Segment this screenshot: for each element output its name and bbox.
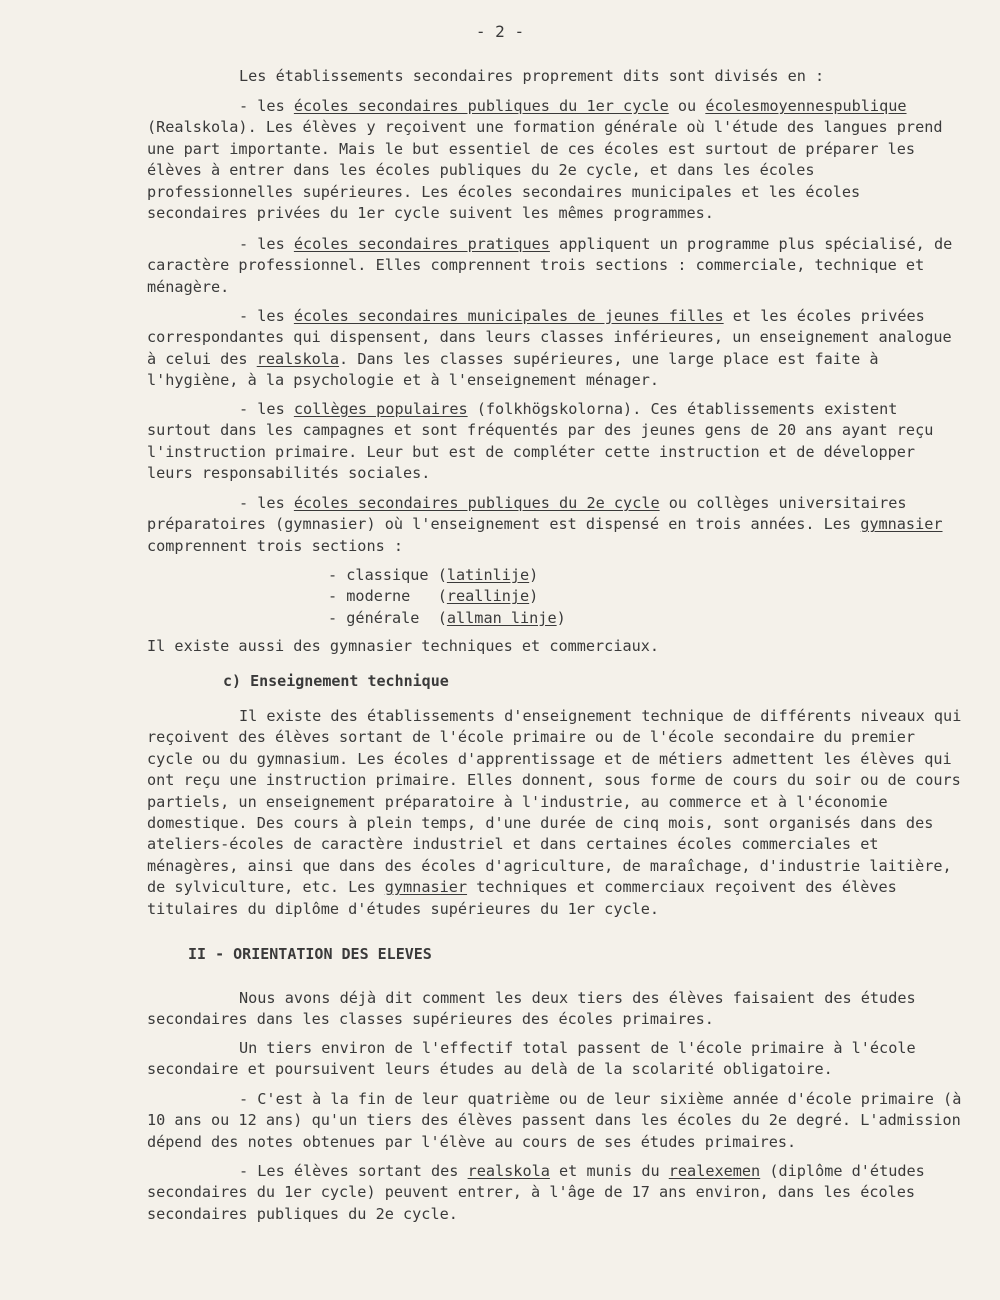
paragraph-jeunes-filles: - les écoles secondaires municipales de jeunes filles et les écoles privées correspondantes qui dispensent, dans leurs classes inférieures, un enseignement analogue à celui des realskola. Dans les classes supérieures, une large place est faite à l'hygiène, à la psychologie et à l'enseignement ménager.	[147, 307, 952, 390]
list-item: - générale (allman linje)	[328, 608, 566, 627]
paragraph-un-tiers: Un tiers environ de l'effectif total passent de l'école primaire à l'école secondaire et poursuivent leurs études au delà de la scolarité obligatoire.	[147, 1039, 916, 1079]
paragraph-pratiques: - les écoles secondaires pratiques appliquent un programme plus spécialisé, de caractère professionnel. Elles comprennent trois sections : commerciale, technique et ménagère.	[147, 235, 953, 296]
heading-orientation: II - ORIENTATION DES ELEVES	[188, 945, 432, 963]
term-gymnasier: gymnasier	[860, 515, 943, 534]
term-ecoles-secondaires-1er-cycle: écoles secondaires publiques du 1er cycle	[293, 97, 669, 115]
paragraph-deux-tiers: Nous avons déjà dit comment les deux tiers des élèves faisaient des études secondaires dans les classes supérieures des écoles primaires.	[147, 989, 916, 1029]
paragraph-realskola: - les écoles secondaires publiques du 1er cycle ou écolesmoyennespublique (Realskola). Les élèves y reçoivent une formation générale où l'étude des langues prend une part importante. Mais le but essentiel de ces écoles est surtout de préparer les élèves à entrer dans les écoles publiques du 2e cycle, et dans les écoles professionnelles supérieures. Les écoles secondaires municipales et les écoles secondaires privées du 1er cycle suivent les mêmes programmes.	[147, 97, 943, 223]
term-realexemen: realexemen	[668, 1162, 761, 1180]
term-ecoles-pratiques: écoles secondaires pratiques	[293, 235, 550, 253]
paragraph-enseignement-technique: Il existe des établissements d'enseignement technique de différents niveaux qui reçoivent des élèves sortant de l'école primaire ou de l'école secondaire du premier cycle ou du gymnasium. Les écoles d'apprentissage et de métiers admettent les élèves qui ont reçu une instruction primaire. Elles donnent, sous forme de cours du soir ou de cours partiels, un enseignement préparatoire à l'industrie, au commerce et à l'économie domestique. Des cours à plein temps, d'une durée de cinq mois, sont organisés dans des ateliers-écoles de caractère industriel et dans certaines écoles commerciales et ménagères, ainsi que dans des écoles d'agriculture, de maraîchage, d'industrie laitière, de sylviculture, etc. Les gymnasier techniques et commerciaux reçoivent des élèves titulaires du diplôme d'études supérieures du 1er cycle.	[147, 707, 962, 918]
paragraph-admission: - C'est à la fin de leur quatrième ou de leur sixième année d'école primaire (à 10 ans ou 12 ans) qu'un tiers des élèves passent dans les écoles du 2e degré. L'admission dépend des notes obtenues par l'élève au cours de ses études primaires.	[147, 1090, 962, 1151]
list-item: - moderne (reallinje)	[328, 587, 539, 606]
heading-enseignement-technique: c) Enseignement technique	[223, 672, 449, 690]
list-item: - classique (latinlije)	[328, 566, 539, 584]
term-colleges-populaires: collèges populaires	[293, 400, 468, 418]
term-ecoles-jeunes-filles: écoles secondaires municipales de jeunes filles	[293, 307, 724, 325]
term-ecoles-moyennes: écolesmoyennespublique	[705, 97, 907, 115]
term-realskola: realskola	[256, 349, 340, 368]
term-gymnasier-techniques: gymnasier	[384, 878, 468, 897]
sections-list	[328, 565, 566, 629]
intro-paragraph: Les établissements secondaires proprement dits sont divisés en :	[239, 67, 825, 85]
paragraph-gymnasier: - les écoles secondaires publiques du 2e cycle ou collèges universitaires préparatoires (gymnasier) où l'enseignement est dispensé en trois années. Les gymnasier comprennent trois sections :	[147, 494, 943, 555]
page-number: - 2 -	[475, 22, 525, 41]
term-realskola-2: realskola	[467, 1162, 550, 1180]
term-ecoles-2e-cycle: écoles secondaires publiques du 2e cycle	[293, 494, 660, 512]
paragraph-realexemen: - Les élèves sortant des realskola et munis du realexemen (diplôme d'études secondaires du 1er cycle) peuvent entrer, à l'âge de 17 ans environ, dans les écoles secondaires publiques du 2e cycle.	[147, 1162, 925, 1223]
gymnasier-note: Il existe aussi des gymnasier techniques et commerciaux.	[147, 637, 660, 655]
paragraph-colleges-populaires: - les collèges populaires (folkhögskolorna). Ces établissements existent surtout dans les campagnes et sont fréquentés par des jeunes gens de 20 ans ayant reçu l'instruction primaire. Leur but est de compléter cette instruction et de développer leurs responsabilités sociales.	[147, 400, 934, 483]
